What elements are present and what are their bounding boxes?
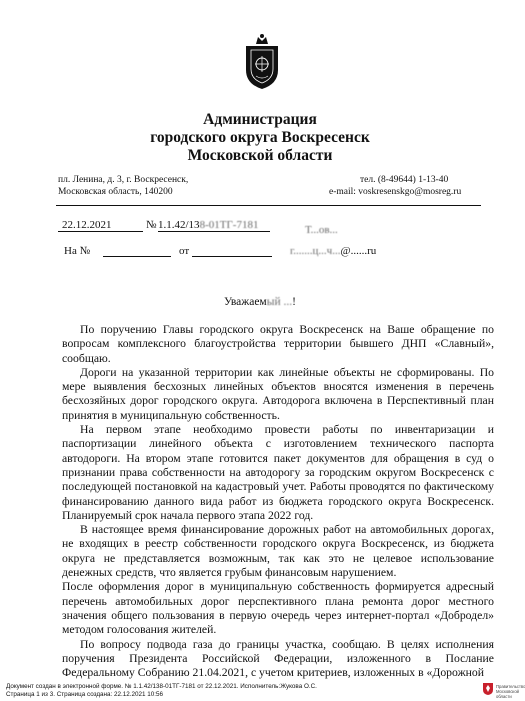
from-underline (192, 256, 272, 257)
body-paragraph: По вопросу подвода газа до границы участка, сообщаю. В целях исполнения поручения Президента Российской Федерации, изложенного в Послание Федеральному Собранию 21.04.2021, с учетом критериев, изложенных в «Дорожной (62, 637, 494, 680)
org-name-line-2: городского округа Воскресенск (150, 129, 370, 146)
addressee-line-2 (290, 245, 376, 257)
address-line-1: пл. Ленина, д. 3, г. Воскресенск, (58, 175, 189, 185)
from-label: от (179, 245, 190, 257)
reg-number (158, 219, 258, 231)
addressee-line-1: Т...ов... (305, 224, 338, 236)
body-paragraph: После оформления дорог в муниципальную собственность формируется адресный перечень автомобильных дорог перспективного плана ремонта дорог местного значения общего пользования в первую очередь через интернет-портал «Добродел» методом голосования жителей. (62, 580, 494, 637)
reg-number-blurred: 8-01ТГ-7181 (199, 219, 259, 231)
reg-date: 22.12.2021 (62, 219, 112, 231)
greeting-text: Уважаем (224, 296, 267, 308)
footer-line-1: Документ создан в электронной форме. № 1.1.42/138-01ТГ-7181 от 22.12.2021. Исполнитель:Жукова О.С. (6, 683, 317, 690)
letter-body (62, 323, 494, 680)
coat-of-arms-icon (244, 32, 280, 90)
government-logo-text (496, 684, 525, 699)
greeting (0, 296, 520, 308)
addressee-email-suffix: @......ru (340, 245, 377, 257)
greeting-name-blurred: ый ... (266, 296, 293, 308)
header-divider (56, 205, 481, 206)
greeting-end: ! (292, 296, 296, 308)
reg-number-visible: 1.1.42/13 (158, 219, 200, 231)
footer (6, 683, 317, 699)
date-underline (58, 231, 143, 232)
reg-no-label: № (146, 219, 157, 231)
phone-text: тел. (8-49644) 1-13-40 (360, 175, 449, 185)
footer-line-2: Страница 1 из 3. Страница создана: 22.12.2021 10:56 (6, 691, 164, 698)
government-logo-text-1: Правительство (496, 684, 525, 689)
addressee-name-blurred: г.......ц...ч... (290, 245, 341, 257)
body-paragraph: По поручению Главы городского округа Воскресенск на Ваше обращение по вопросам комплексного благоустройства территории бывшего ДНП «Славный», сообщаю. (62, 323, 494, 365)
org-name-line-1: Администрация (203, 111, 317, 128)
re-no-underline (103, 256, 171, 257)
government-logo-icon (483, 683, 493, 695)
address-line-2: Московская область, 140200 (58, 187, 173, 197)
email-text: e-mail: voskresenskgo@mosreg.ru (329, 187, 462, 197)
re-no-label: На № (64, 245, 91, 257)
body-paragraph: Дороги на указанной территории как линейные объекты не сформированы. По мере выявления бесхозных линейных объектов вносятся изменения в перечень бесхозяйных дорог городского округа. Автодорога включена в Перспективный план принятия в муниципальную собственность. (62, 365, 494, 422)
body-paragraph: На первом этапе необходимо провести работы по инвентаризации и паспортизации линейного объекта с изготовлением технического паспорта автодороги. На втором этапе готовится пакет документов для обращения в суд о признании права собственности на автодорогу за городским округом Воскресенск с последующей постановкой на кадастровый учет. Работы проводятся по фактическому финансированию данного вида работ из бюджета городского округа Воскресенск. Планируемый срок начала первого этапа 2022 год. (62, 423, 494, 522)
government-logo-text-2: Московской области (496, 689, 519, 699)
body-paragraph: В настоящее время финансирование дорожных работ на автомобильных дорогах, не входящих в реестр собственности городского округа Воскресенск, из бюджета округа не представляется возможным, так как это не целевое использование денежных средств, что является грубым финансовым нарушением. (62, 523, 494, 580)
org-name-line-3: Московской области (187, 147, 333, 164)
number-underline (158, 231, 270, 232)
